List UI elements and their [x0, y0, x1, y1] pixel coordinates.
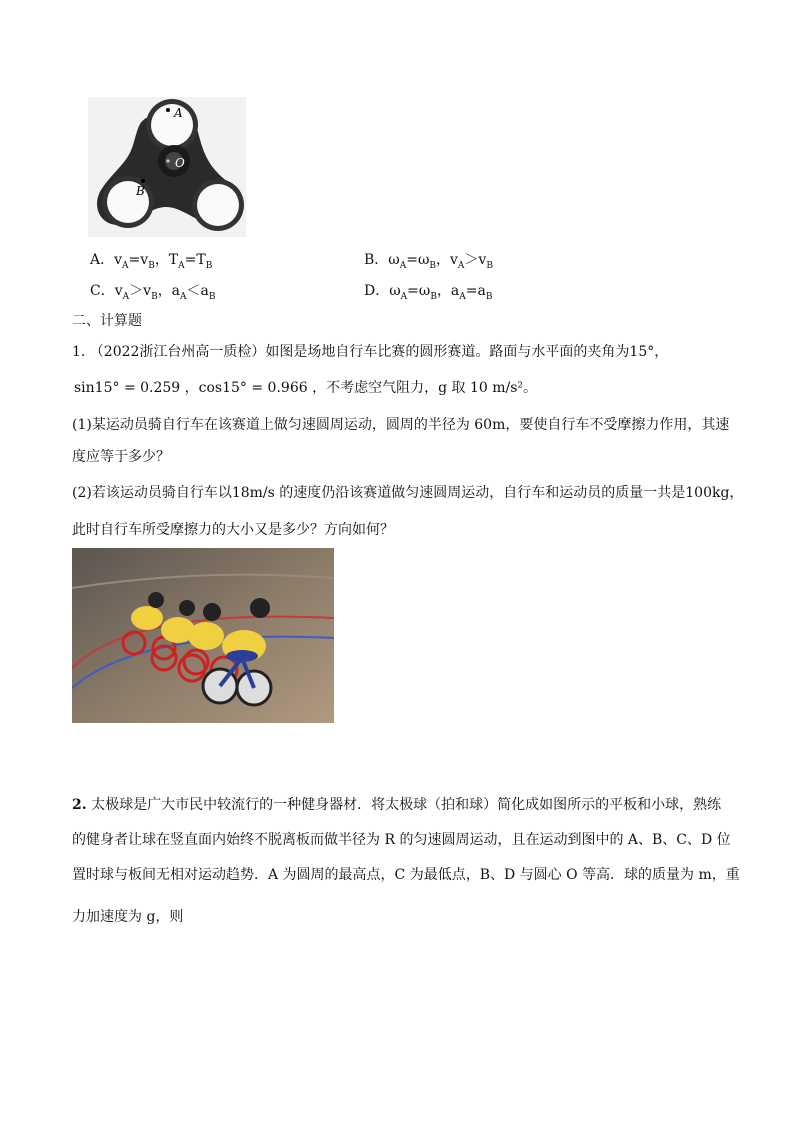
option-c: C．$v_A>v_B$，$a_A<a_B$	[90, 283, 216, 302]
problem2-line1: 2. 太极球是广大市民中较流行的一种健身器材．将太极球（拍和球）简化成如图所示的平板和小球，熟练	[72, 797, 722, 813]
option-d: D．$\omega_A=\omega_B$，$a_A=a_B$	[364, 283, 493, 302]
fidget-spinner-figure	[88, 97, 246, 237]
problem2-line2: 的健身者让球在竖直面内始终不脱离板而做半径为 R 的匀速圆周运动，且在运动到图中的 A、B、C、D 位	[72, 832, 731, 848]
problem1-q2-line1: (2)若该运动员骑自行车以18m/s 的速度仍沿该赛道做匀速圆周运动，自行车和运动员的质量一共是100kg，	[72, 485, 744, 501]
problem1-q1-line1: (1)某运动员骑自行车在该赛道上做匀速圆周运动，圆周的半径为 60m，要使自行车不受摩擦力作用，其速	[72, 417, 730, 433]
label-o: O	[175, 156, 185, 170]
label-b: B	[136, 184, 145, 198]
problem2-line4: 力加速度为 g，则	[72, 909, 184, 925]
option-a: A．$v_A=v_B$，$T_A=T_B$	[90, 252, 213, 271]
problem2-number: 2.	[72, 797, 87, 813]
cyclists-photo	[72, 548, 334, 723]
problem1-line2: sin15° = 0.259 ，cos15° = 0.966 ，不考虑空气阻力，g 取 10 m/s²。	[74, 380, 537, 396]
section-heading: 二、计算题	[72, 313, 142, 329]
problem2-line3: 置时球与板间无相对运动趋势．A 为圆周的最高点，C 为最低点，B、D 与圆心 O 等高．球的质量为 m，重	[72, 867, 740, 883]
problem1-q1-line2: 度应等于多少？	[72, 449, 170, 465]
label-a: A	[174, 106, 183, 120]
option-b: B．$\omega_A=\omega_B$，$v_A>v_B$	[364, 252, 493, 271]
problem1-q2-line2: 此时自行车所受摩擦力的大小又是多少？方向如何？	[72, 522, 394, 538]
problem1-line1: 1. （2022浙江台州高一质检）如图是场地自行车比赛的圆形赛道。路面与水平面的夹角为15°，	[72, 344, 669, 360]
